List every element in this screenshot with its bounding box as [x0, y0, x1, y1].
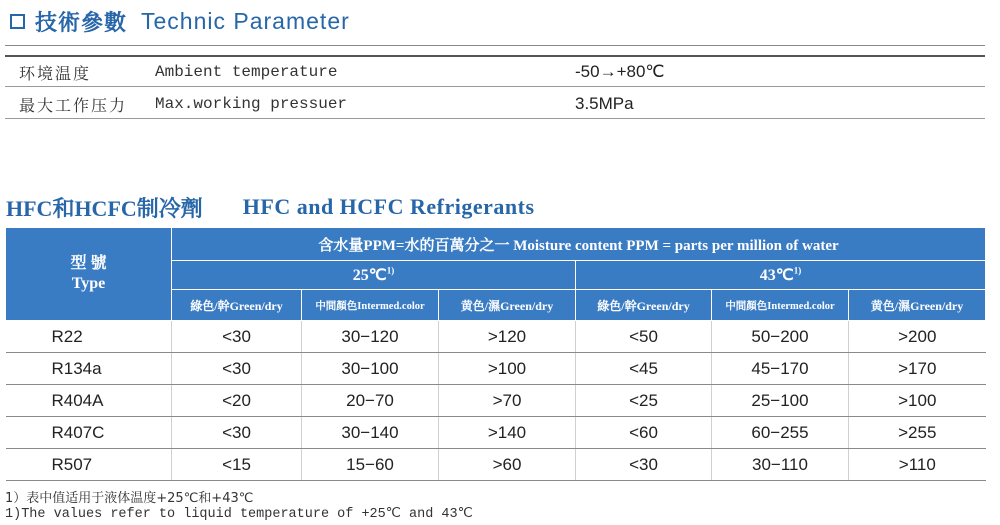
table-cell: 15−60 — [302, 449, 439, 481]
table-cell: 25−100 — [712, 385, 849, 417]
temp-label: 43℃ — [759, 267, 794, 284]
heading-cn: HFC和HCFC制冷劑 — [6, 195, 203, 221]
refrigerant-name: R404A — [6, 385, 172, 417]
divider — [5, 45, 985, 46]
table-cell: <30 — [172, 321, 302, 353]
param-row-max-working-pressure — [5, 90, 985, 119]
table-cell: <30 — [172, 417, 302, 449]
heading-cn: 技術參數 — [35, 10, 128, 36]
param-value: 3.5MPa — [575, 94, 634, 113]
refrigerant-name: R407C — [6, 417, 172, 449]
table-cell: >120 — [439, 321, 576, 353]
table-cell: <30 — [576, 449, 712, 481]
table-cell: <25 — [576, 385, 712, 417]
table-cell: <20 — [172, 385, 302, 417]
param-row-ambient-temperature — [5, 58, 985, 87]
footnote-mark: 1) — [386, 265, 395, 276]
type-header-en: Type — [71, 275, 106, 292]
table-cell: <30 — [172, 353, 302, 385]
table-cell: 45−170 — [712, 353, 849, 385]
footnote-en: 1)The values refer to liquid temperature of +25℃ and 43℃ — [5, 507, 473, 522]
type-header — [6, 228, 172, 321]
param-label-en: Ambient temperature — [155, 63, 338, 81]
divider-thick — [5, 55, 985, 57]
param-value: -50→+80℃ — [575, 62, 665, 81]
table-cell: >200 — [849, 321, 986, 353]
temp-header-25 — [172, 261, 576, 290]
table-cell: >110 — [849, 449, 986, 481]
heading-en: HFC and HCFC Refrigerants — [242, 194, 535, 219]
table-cell: >100 — [439, 353, 576, 385]
table-cell: 20−70 — [302, 385, 439, 417]
param-label-cn: 环境温度 — [19, 63, 92, 83]
refrigerant-name: R22 — [6, 321, 172, 353]
table-row — [6, 385, 986, 417]
table-cell: <60 — [576, 417, 712, 449]
table-cell: <15 — [172, 449, 302, 481]
footnote-mark: 1) — [793, 265, 802, 276]
checkbox-square-icon — [10, 14, 25, 29]
table-cell: >255 — [849, 417, 986, 449]
table-cell: 30−140 — [302, 417, 439, 449]
type-header-cn: 型 號 — [70, 255, 107, 272]
param-label-en: Max.working pressuer — [155, 95, 348, 113]
table-cell: 30−100 — [302, 353, 439, 385]
table-row — [6, 449, 986, 481]
subheader-green-dry: 綠色/幹Green/dry — [576, 290, 712, 321]
refrigerant-name: R507 — [6, 449, 172, 481]
temp-label: 25℃ — [352, 267, 387, 284]
table-cell: >70 — [439, 385, 576, 417]
refrigerants-heading — [6, 192, 535, 222]
param-label-cn: 最大工作压力 — [19, 95, 128, 115]
table-cell: 50−200 — [712, 321, 849, 353]
temp-header-43 — [576, 261, 986, 290]
table-cell: 30−120 — [302, 321, 439, 353]
moisture-header: 含水量PPM=水的百萬分之一 Moisture content PPM = parts per million of water — [172, 228, 986, 261]
subheader-yellow-wet: 黄色/濕Green/dry — [849, 290, 986, 321]
subheader-intermed: 中間顏色Intermed.color — [712, 290, 849, 321]
table-cell: 60−255 — [712, 417, 849, 449]
subheader-yellow-wet: 黄色/濕Green/dry — [439, 290, 576, 321]
table-cell: >140 — [439, 417, 576, 449]
table-cell: <45 — [576, 353, 712, 385]
subheader-green-dry: 綠色/幹Green/dry — [172, 290, 302, 321]
table-cell: >100 — [849, 385, 986, 417]
footnote-cn: 1）表中值适用于液体温度+25℃和+43℃ — [5, 491, 254, 506]
table-row — [6, 321, 986, 353]
heading-en: Technic Parameter — [141, 7, 350, 34]
refrigerant-moisture-table — [5, 227, 986, 481]
table-row — [6, 417, 986, 449]
table-cell: <50 — [576, 321, 712, 353]
technic-parameter-heading — [10, 4, 350, 38]
table-row — [6, 353, 986, 385]
table-cell: 30−110 — [712, 449, 849, 481]
refrigerant-name: R134a — [6, 353, 172, 385]
subheader-intermed: 中間顏色Intermed.color — [302, 290, 439, 321]
table-cell: >60 — [439, 449, 576, 481]
table-cell: >170 — [849, 353, 986, 385]
